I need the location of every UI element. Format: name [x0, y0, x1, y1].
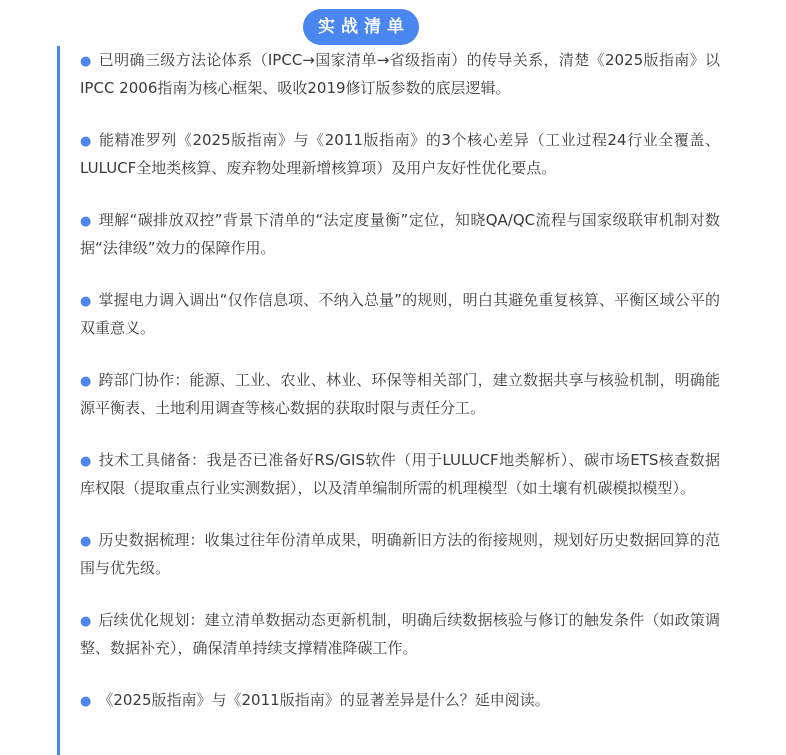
- bullet-dot-icon: ●: [80, 294, 92, 309]
- bullet-dot-icon: ●: [80, 694, 92, 709]
- checklist-item-text: 理解“碳排放双控”背景下清单的“法定度量衡”定位，知晓QA/QC流程与国家级联审机制对数据“法律级”效力的保障作用。: [80, 211, 720, 257]
- checklist-item-4: [80, 287, 720, 341]
- bullet-dot-icon: ●: [80, 214, 92, 229]
- checklist-item-text: 已明确三级方法论体系（IPCC→国家清单→省级指南）的传导关系，清楚《2025版指南》以IPCC 2006指南为核心框架、吸收2019修订版参数的底层逻辑。: [80, 51, 721, 97]
- checklist-item-text: 跨部门协作：能源、工业、农业、林业、环保等相关部门，建立数据共享与核验机制，明确能源平衡表、土地利用调查等核心数据的获取时限与责任分工。: [80, 371, 720, 417]
- bullet-dot-icon: ●: [80, 534, 92, 549]
- section-badge: 实战清单: [303, 9, 419, 45]
- checklist-item-text: 历史数据梳理：收集过往年份清单成果，明确新旧方法的衔接规则，规划好历史数据回算的范围与优先级。: [80, 531, 720, 577]
- checklist-item-text: 能精准罗列《2025版指南》与《2011版指南》的3个核心差异（工业过程24行业全覆盖、LULUCF全地类核算、废弃物处理新增核算项）及用户友好性优化要点。: [80, 131, 721, 177]
- checklist-item-text: 掌握电力调入调出“仅作信息项、不纳入总量”的规则，明白其避免重复核算、平衡区域公平的双重意义。: [80, 291, 721, 337]
- checklist-item-6: [80, 447, 720, 501]
- left-accent-rule: [57, 46, 60, 755]
- bullet-dot-icon: ●: [80, 614, 92, 629]
- bullet-dot-icon: ●: [80, 54, 92, 69]
- bullet-dot-icon: ●: [80, 374, 92, 389]
- checklist-item-text: 后续优化规划：建立清单数据动态更新机制，明确后续数据核验与修订的触发条件（如政策调整、数据补充），确保清单持续支撑精准降碳工作。: [80, 611, 720, 657]
- bullet-dot-icon: ●: [80, 454, 92, 469]
- checklist-item-text: 技术工具储备：我是否已准备好RS/GIS软件（用于LULUCF地类解析）、碳市场ETS核查数据库权限（提取重点行业实测数据），以及清单编制所需的机理模型（如土壤有机碳模拟模型）。: [80, 451, 720, 497]
- checklist-item-1: [80, 47, 720, 101]
- checklist-item-5: [80, 367, 720, 421]
- checklist-item-9[interactable]: [80, 687, 720, 715]
- checklist-item-8: [80, 607, 720, 661]
- checklist: [80, 47, 720, 741]
- checklist-item-2: [80, 127, 720, 181]
- checklist-item-7: [80, 527, 720, 581]
- further-reading-link[interactable]: 《2025版指南》与《2011版指南》的显著差异是什么？延申阅读。: [98, 691, 550, 709]
- bullet-dot-icon: ●: [80, 134, 92, 149]
- checklist-item-3: [80, 207, 720, 261]
